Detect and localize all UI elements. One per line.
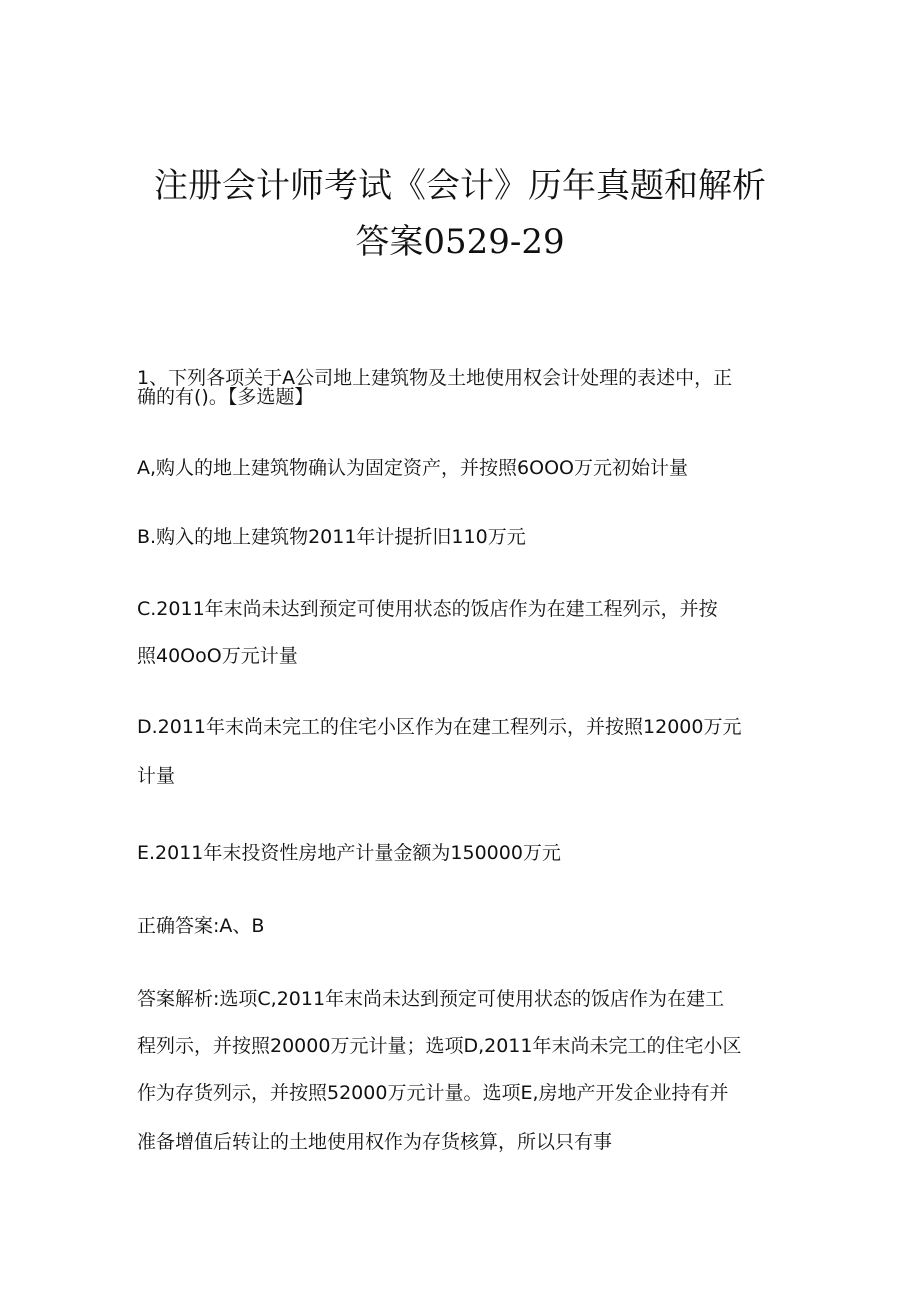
title-line-2: 答案0529-29 (355, 222, 565, 262)
option-c-line-2: 照40OoO万元计量 (137, 645, 298, 667)
analysis-line-3: 作为存货列示，并按照52000万元计量。选项E,房地产开发企业持有并 (137, 1082, 729, 1104)
analysis-line-2: 程列示，并按照20000万元计量；选项D,2011年末尚未完工的住宅小区 (137, 1035, 742, 1057)
option-e: E.2011年末投资性房地产计量金额为150000万元 (137, 842, 561, 864)
option-b: B.购入的地上建筑物2011年计提折旧110万元 (137, 526, 526, 548)
document-title (0, 158, 920, 270)
analysis-line-1: 答案解析:选项C,2011年末尚未达到预定可使用状态的饭店作为在建工 (137, 988, 725, 1010)
option-a: A,购人的地上建筑物确认为固定资产，并按照6OOO万元初始计量 (137, 457, 688, 479)
option-d-line-2: 计量 (137, 765, 176, 787)
title-line-1: 注册会计师考试《会计》历年真题和解析 (154, 166, 766, 206)
question-stem-line-1: 1、下列各项关于A公司地上建筑物及土地使用权会计处理的表述中，正 (137, 367, 733, 389)
question-stem-line-2: 确的有()。【多选题】 (137, 386, 314, 408)
option-d-line-1: D.2011年末尚未完工的住宅小区作为在建工程列示，并按照12000万元 (137, 716, 742, 738)
analysis-line-4: 准备增值后转让的土地使用权作为存货核算，所以只有事 (137, 1131, 613, 1153)
option-c-line-1: C.2011年末尚未达到预定可使用状态的饭店作为在建工程列示，并按 (137, 598, 718, 620)
correct-answer: 正确答案:A、B (137, 915, 265, 937)
